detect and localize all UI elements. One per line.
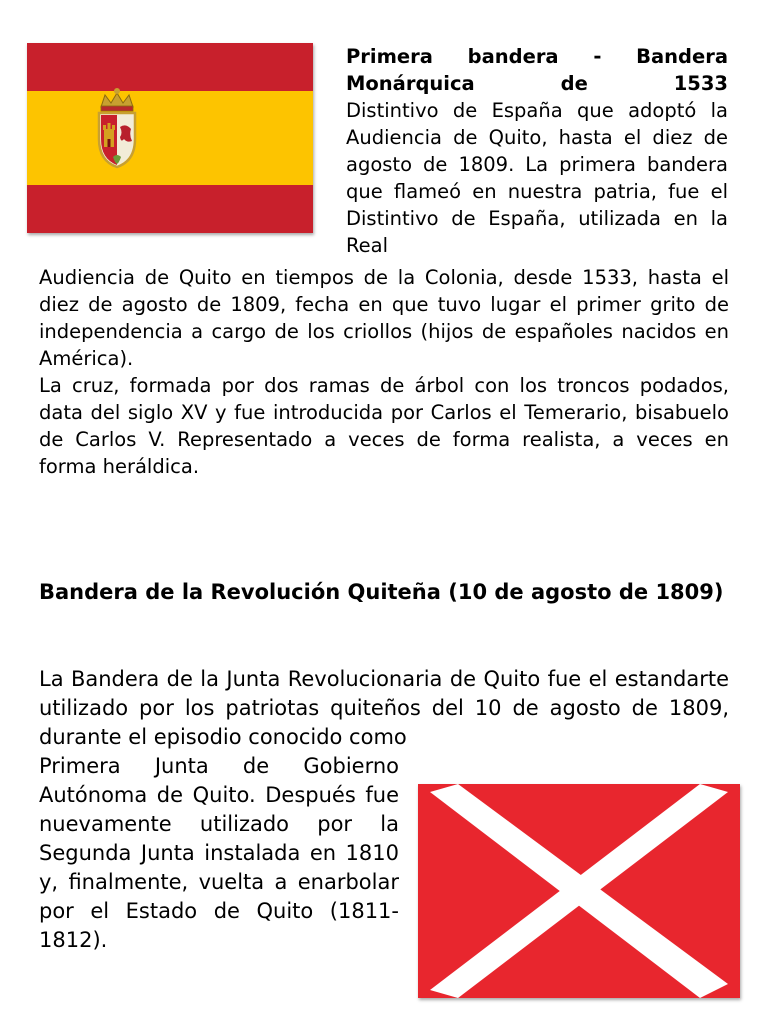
section1-right-text: Distintivo de España que adoptó la Audiencia de Quito, hasta el diez de agosto de 1809. La primera bandera que flameó en nuestra patria, fue el Distintivo de España, utilizada en la Real <box>346 99 728 257</box>
section2-left-text: Primera Junta de Gobierno Autónoma de Quito. Después fue nuevamente utilizado por la Segunda Junta instalada en 1810 y, finalmente, vuelta a enarbolar por el Estado de Quito (1811-1812). <box>39 754 399 952</box>
section1-heading <box>346 44 728 97</box>
section1-body-text: Audiencia de Quito en tiempos de la Colonia, desde 1533, hasta el diez de agosto de 1809, fecha en que tuvo lugar el primer grito de independencia a cargo de los criollos (hijos de españoles nacidos en América). <box>39 266 729 370</box>
section1-paragraph2: La cruz, formada por dos ramas de árbol con los troncos podados, data del siglo XV y fue introducida por Carlos el Temerario, bisabuelo de Carlos V. Representado a veces de forma realista, a veces en forma heráldica. <box>39 374 729 478</box>
section1-body <box>39 264 729 480</box>
cross-of-burgundy-flag-image <box>418 784 740 998</box>
section2-title: Bandera de la Revolución Quiteña (10 de agosto de 1809) <box>39 580 724 604</box>
section2-body: La Bandera de la Junta Revolucionaria de Quito fue el estandarte utilizado por los patriotas quiteños del 10 de agosto de 1809, durante el episodio conocido como <box>39 667 729 749</box>
spain-monarchic-flag-image <box>27 43 313 233</box>
section1-heading-line1: Primera bandera - Bandera <box>346 45 728 68</box>
section1-heading-line2: Monárquica de 1533 <box>346 71 728 95</box>
coat-of-arms-icon <box>99 88 135 167</box>
